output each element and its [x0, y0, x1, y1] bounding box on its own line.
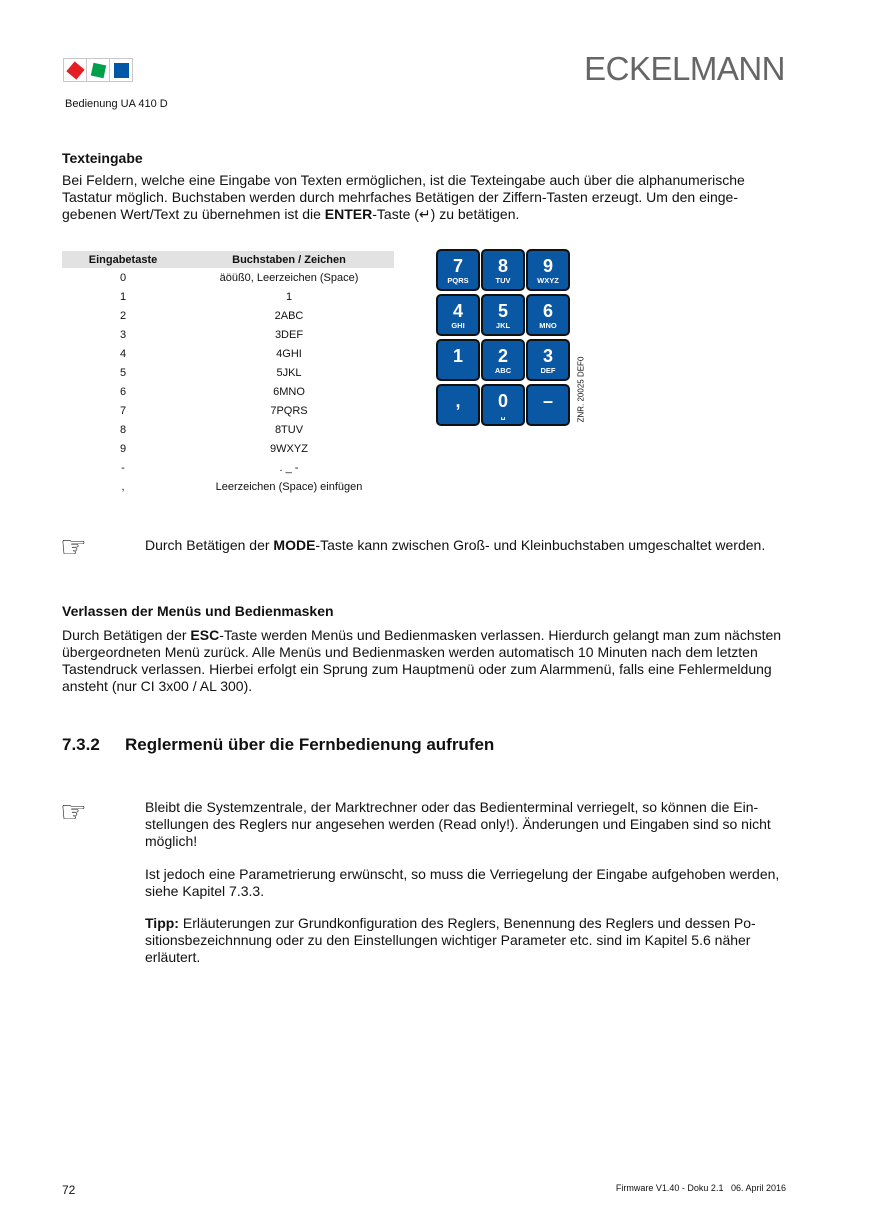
table-row: [62, 382, 394, 401]
eckelmann-logo: [63, 58, 132, 82]
keypad-key-8: [526, 339, 570, 381]
key-digit: 0: [497, 391, 508, 411]
keypad-key-11: [526, 384, 570, 426]
table-cell: 6: [119, 385, 127, 398]
table-cell: 8TUV: [274, 423, 304, 436]
table-cell: . _ -: [279, 461, 299, 474]
table-cell: 6MNO: [273, 385, 305, 398]
table-row: [62, 287, 394, 306]
keypad-key-5: [526, 294, 570, 336]
key-digit: 8: [497, 256, 508, 276]
keypad-key-4: [481, 294, 525, 336]
table-cell: 5: [119, 366, 127, 379]
table-cell: äöüß0, Leerzeichen (Space): [219, 271, 359, 284]
table-cell: 8: [119, 423, 127, 436]
key-digit: 9: [542, 256, 553, 276]
table-cell: 7: [119, 404, 127, 417]
keypad-key-3: [436, 294, 480, 336]
table-row: [62, 344, 394, 363]
document-title: Bedienung UA 410 D: [65, 98, 168, 110]
table-row: [62, 363, 394, 382]
key-digit: 7: [452, 256, 463, 276]
section-title: Reglermenü über die Fernbedienung aufrufen: [125, 735, 495, 754]
table-cell: 2: [119, 309, 127, 322]
key-digit: 5: [497, 301, 508, 321]
note-mode: Durch Betätigen der MODE-Taste kann zwischen Groß- und Kleinbuchstaben umgeschaltet werden.: [145, 537, 766, 553]
table-cell: 5JKL: [276, 366, 302, 379]
column-header: Buchstaben / Zeichen: [184, 251, 394, 268]
keypad-key-2: [526, 249, 570, 291]
table-row: [62, 401, 394, 420]
table-cell: 3DEF: [274, 328, 304, 341]
keypad-key-0: [436, 249, 480, 291]
table-row: [62, 325, 394, 344]
table-cell: ,: [121, 480, 125, 493]
table-cell: 1: [119, 290, 127, 303]
key-digit: 6: [542, 301, 553, 321]
keypad-key-6: [436, 339, 480, 381]
heading-texteingabe: Texteingabe: [62, 150, 143, 166]
table-row: [62, 477, 394, 496]
note-locked: Bleibt die Systemzentrale, der Marktrechner oder das Bedienterminal verriegelt, so können die Einstellungen des Reglers nur angesehen werden (Read only!). Änderungen und Eingaben sind so nicht möglich!: [145, 799, 771, 849]
table-row: [62, 268, 394, 287]
note-tipp: Tipp: Erläuterungen zur Grundkonfiguration des Reglers, Benennung des Reglers und dessen Positionsbezeichnnung oder zu den Einstellungen wichtiger Parameter etc. sind im Kapitel 5.6 näher erläutert.: [145, 915, 756, 965]
table-cell: 4GHI: [276, 347, 302, 360]
table-cell: 3: [119, 328, 127, 341]
key-digit: 1: [452, 346, 463, 366]
brand-name: ECKELMANN: [584, 50, 785, 87]
key-digit: ,: [455, 391, 461, 411]
paragraph-texteingabe: Bei Feldern, welche eine Eingabe von Texten ermöglichen, ist die Texteingabe auch über die alphanumerische Tastatur möglich. Buchstaben werden durch mehrfaches Betätigen der Ziffern-Tasten erzeugt. Um den eingegebenen Wert/Text zu übernehmen ist die ENTER-Taste (↵) zu betätigen.: [62, 172, 745, 222]
key-letters: MNO: [539, 321, 557, 330]
key-letters: ABC: [494, 366, 512, 375]
key-letters: GHI: [451, 321, 465, 330]
table-row: [62, 439, 394, 458]
keypad-key-1: [481, 249, 525, 291]
table-cell: 4: [119, 347, 127, 360]
table-cell: -: [121, 461, 125, 474]
table-cell: Leerzeichen (Space) einfügen: [215, 480, 363, 493]
table-cell: 7PQRS: [270, 404, 308, 417]
table-row: [62, 420, 394, 439]
table-cell: 9: [119, 442, 127, 455]
table-cell: 2ABC: [274, 309, 304, 322]
keypad-key-9: [436, 384, 480, 426]
table-row: [62, 458, 394, 477]
key-digit: 2: [497, 346, 508, 366]
keypad-key-10: [481, 384, 525, 426]
section-number: 7.3.2: [62, 735, 100, 754]
column-header: Eingabetaste: [62, 251, 184, 268]
table-cell: 0: [119, 271, 127, 284]
key-character-table: [62, 251, 394, 496]
key-digit: 4: [452, 301, 463, 321]
key-letters: WXYZ: [537, 276, 559, 285]
pointing-hand-icon: ☞: [60, 531, 87, 564]
key-letters: JKL: [495, 321, 511, 330]
pointing-hand-icon: ☞: [60, 796, 87, 829]
key-letters: PQRS: [447, 276, 469, 285]
key-letters: DEF: [540, 366, 556, 375]
page-number: 72: [62, 1183, 76, 1197]
table-cell: 9WXYZ: [270, 442, 308, 455]
key-letters: TUV: [495, 276, 511, 285]
key-digit: 3: [542, 346, 553, 366]
table-cell: 1: [285, 290, 293, 303]
table-row: [62, 306, 394, 325]
keypad-key-7: [481, 339, 525, 381]
note-parametrierung: Ist jedoch eine Parametrierung erwünscht, so muss die Verriegelung der Eingabe aufgehoben werden, siehe Kapitel 7.3.3.: [145, 866, 780, 899]
heading-verlassen: Verlassen der Menüs und Bedienmasken: [62, 603, 334, 619]
footer-info: Firmware V1.40 - Doku 2.1 06. April 2016: [615, 1183, 786, 1193]
figure-caption: ZNR. 20025 DEF0: [576, 356, 586, 423]
key-letters: ␣: [500, 411, 506, 420]
key-digit: –: [542, 391, 553, 411]
paragraph-verlassen: Durch Betätigen der ESC-Taste werden Menüs und Bedienmasken verlassen. Hierdurch gelangt man zum nächsten übergeordneten Menü zurück. Alle Menüs und Bedienmasken werden automatisch 10 Minuten nach dem letzten Tastendruck verlassen. Hierbei erfolgt ein Sprung zum Hauptmenü oder zum Alarmmenü, falls eine Fehlermeldung ansteht (nur CI 3x00 / AL 300).: [62, 627, 782, 694]
